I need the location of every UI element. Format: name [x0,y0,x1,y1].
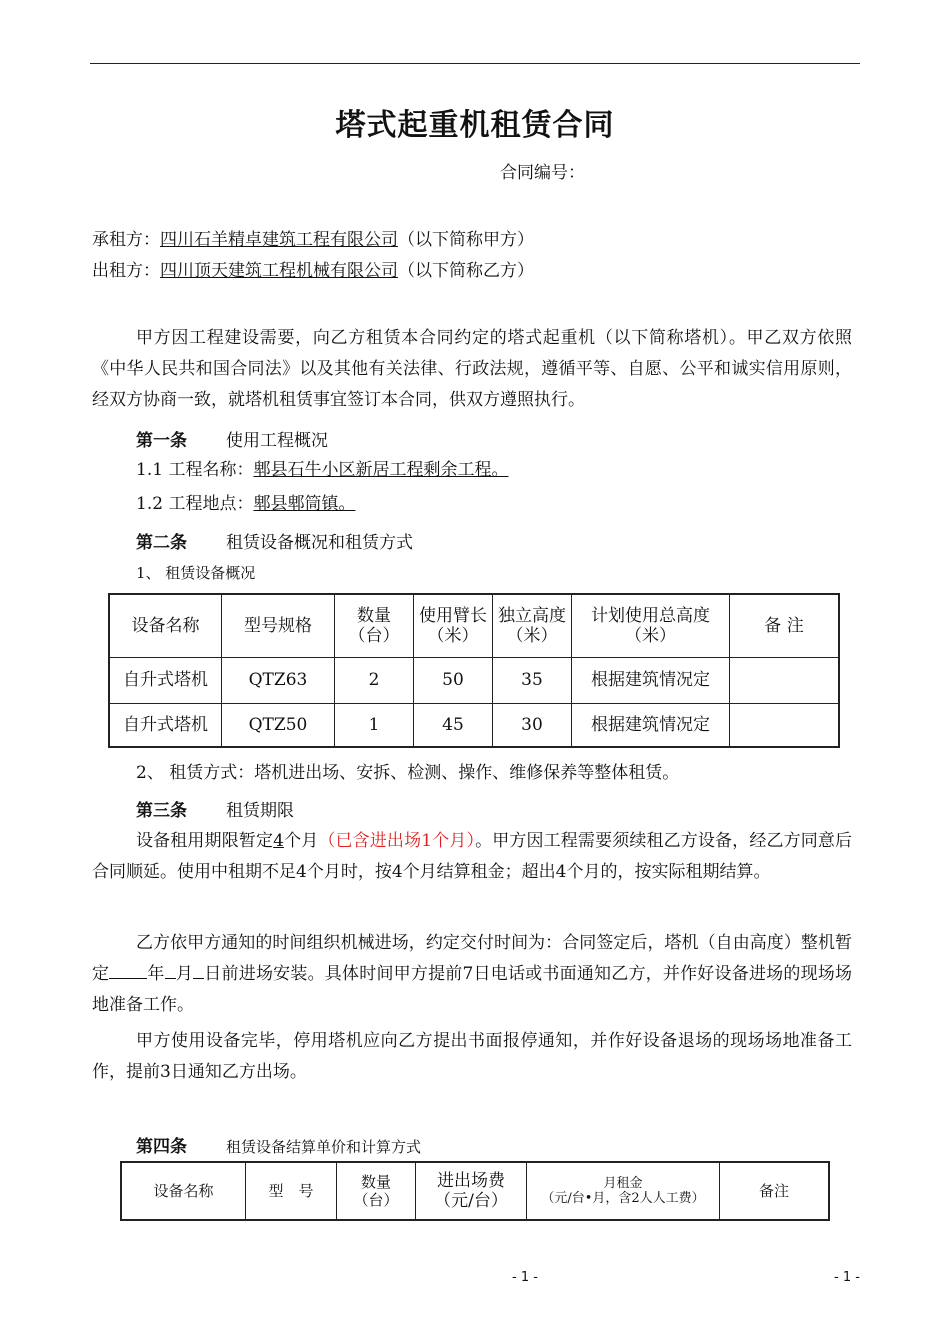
article3-label: 第三条 [136,801,187,821]
p1-text-b: 个月 [283,831,319,851]
table-row [109,703,839,747]
table-header-cell: 使用臂长 （米） [414,594,493,657]
article1-item1 [136,459,508,481]
table-header-row [109,594,839,657]
document-title: 塔式起重机租赁合同 [335,108,615,143]
table-cell: 50 [414,657,493,703]
pricing-header-cell: 月租金 （元/台•月，含2人人工费） [527,1162,720,1220]
intro-paragraph: 甲方因工程建设需要，向乙方租赁本合同约定的塔式起重机（以下简称塔机）。甲乙双方依照《中华人民共和国合同法》以及其他有关法律、行政法规，遵循平等、自愿、公平和诚实信用原则，经双方协商一致，就塔机租赁事宜签订本合同，供双方遵照执行。 [92,328,852,410]
table-header-cell: 备 注 [730,594,840,657]
table-cell: QTZ63 [222,657,335,703]
article2-name: 租赁设备概况和租赁方式 [226,533,413,553]
page-number-right: - 1 - [834,1270,860,1285]
rental-months: 4 [273,831,284,851]
p1-text-c: 。甲方因工程需要须续租乙方设备，经乙方同意后合同顺延。使用中租期不足4个月时，按4个月结算租金；超出4个月的，按实际租期结算。 [92,831,853,882]
equipment-table [108,593,840,748]
table-cell: 根据建筑情况定 [572,657,730,703]
item1-label: 1.1 工程名称： [136,460,254,480]
month-label: 月 [175,964,194,984]
article4-name: 租赁设备结算单价和计算方式 [226,1138,422,1156]
table-header-cell: 独立高度 （米） [493,594,572,657]
pricing-header-cell: 进出场费 （元/台） [416,1162,527,1220]
article4-label: 第四条 [136,1137,187,1157]
article2-sub1: 1、 租赁设备概况 [136,564,256,582]
pricing-header-cell: 数量 （台） [337,1162,416,1220]
table-cell: 自升式塔机 [109,657,222,703]
article4-heading [136,1132,421,1157]
table-cell: 根据建筑情况定 [572,703,730,747]
article1-label: 第一条 [136,431,187,451]
year-label: 年 [147,964,165,984]
article1-name: 使用工程概况 [226,431,328,451]
pricing-table [120,1161,830,1221]
table-header-cell: 型号规格 [222,594,335,657]
p2-text-a: 乙方依甲方通知的时间组织机械进场，约定交付时间为：合同签定后，塔机（自由高度）整机暂定 [92,933,852,984]
contract-number-label: 合同编号： [500,163,585,183]
table-row [109,657,839,703]
article3-paragraph1 [92,826,852,888]
table-cell: 自升式塔机 [109,703,222,747]
article3-paragraph3: 甲方使用设备完毕，停用塔机应向乙方提出书面报停通知，并作好设备退场的现场场地准备工作，提前3日通知乙方出场。 [92,1031,852,1082]
day-blank [193,960,204,979]
article1-item2 [136,493,355,515]
pricing-header-cell: 设备名称 [121,1162,246,1220]
table-cell [730,703,840,747]
table-cell: QTZ50 [222,703,335,747]
lessee-label: 承租方： [92,230,160,250]
month-blank [165,960,176,979]
article2-label: 第二条 [136,533,187,553]
table-cell: 1 [335,703,414,747]
pricing-header-cell: 备注 [720,1162,830,1220]
table-cell: 35 [493,657,572,703]
lessee-line [92,229,534,251]
table-cell: 30 [493,703,572,747]
table-header-cell: 数量 （台） [335,594,414,657]
table-header-cell: 计划使用总高度 （米） [572,594,730,657]
table-cell: 2 [335,657,414,703]
p2-text-b: 日前进场安装。具体时间甲方提前7日电话或书面通知乙方，并作好设备进场的现场场地准备工作。 [92,964,853,1015]
lessee-suffix: （以下简称甲方） [398,230,534,250]
table-cell [730,657,840,703]
lessor-label: 出租方： [92,261,160,281]
article3-name: 租赁期限 [226,801,294,821]
header-rule [90,63,860,64]
lessor-line [92,260,534,282]
article1-heading [136,426,328,451]
project-location: 郫县郫筒镇。 [253,494,356,514]
project-name: 郫县石牛小区新居工程剩余工程。 [253,460,509,480]
page-number-center: - 1 - [512,1270,538,1285]
table-cell: 45 [414,703,493,747]
lessee-name: 四川石羊精卓建筑工程有限公司 [160,230,398,250]
item2-label: 1.2 工程地点： [136,494,254,514]
lessor-name: 四川顶天建筑工程机械有限公司 [160,261,398,281]
p1-text-a: 设备租用期限暂定 [136,831,274,851]
year-blank [109,960,147,979]
article2-sub2: 2、 租赁方式：塔机进出场、安拆、检测、操作、维修保养等整体租赁。 [136,763,680,783]
p1-red-note: （已含进出场1个月） [318,831,476,851]
pricing-header-cell: 型 号 [246,1162,337,1220]
table-header-cell: 设备名称 [109,594,222,657]
article2-heading [136,528,413,553]
article3-heading [136,796,294,821]
lessor-suffix: （以下简称乙方） [398,261,534,281]
pricing-header-row [121,1162,829,1220]
article3-paragraph2 [92,928,852,1021]
